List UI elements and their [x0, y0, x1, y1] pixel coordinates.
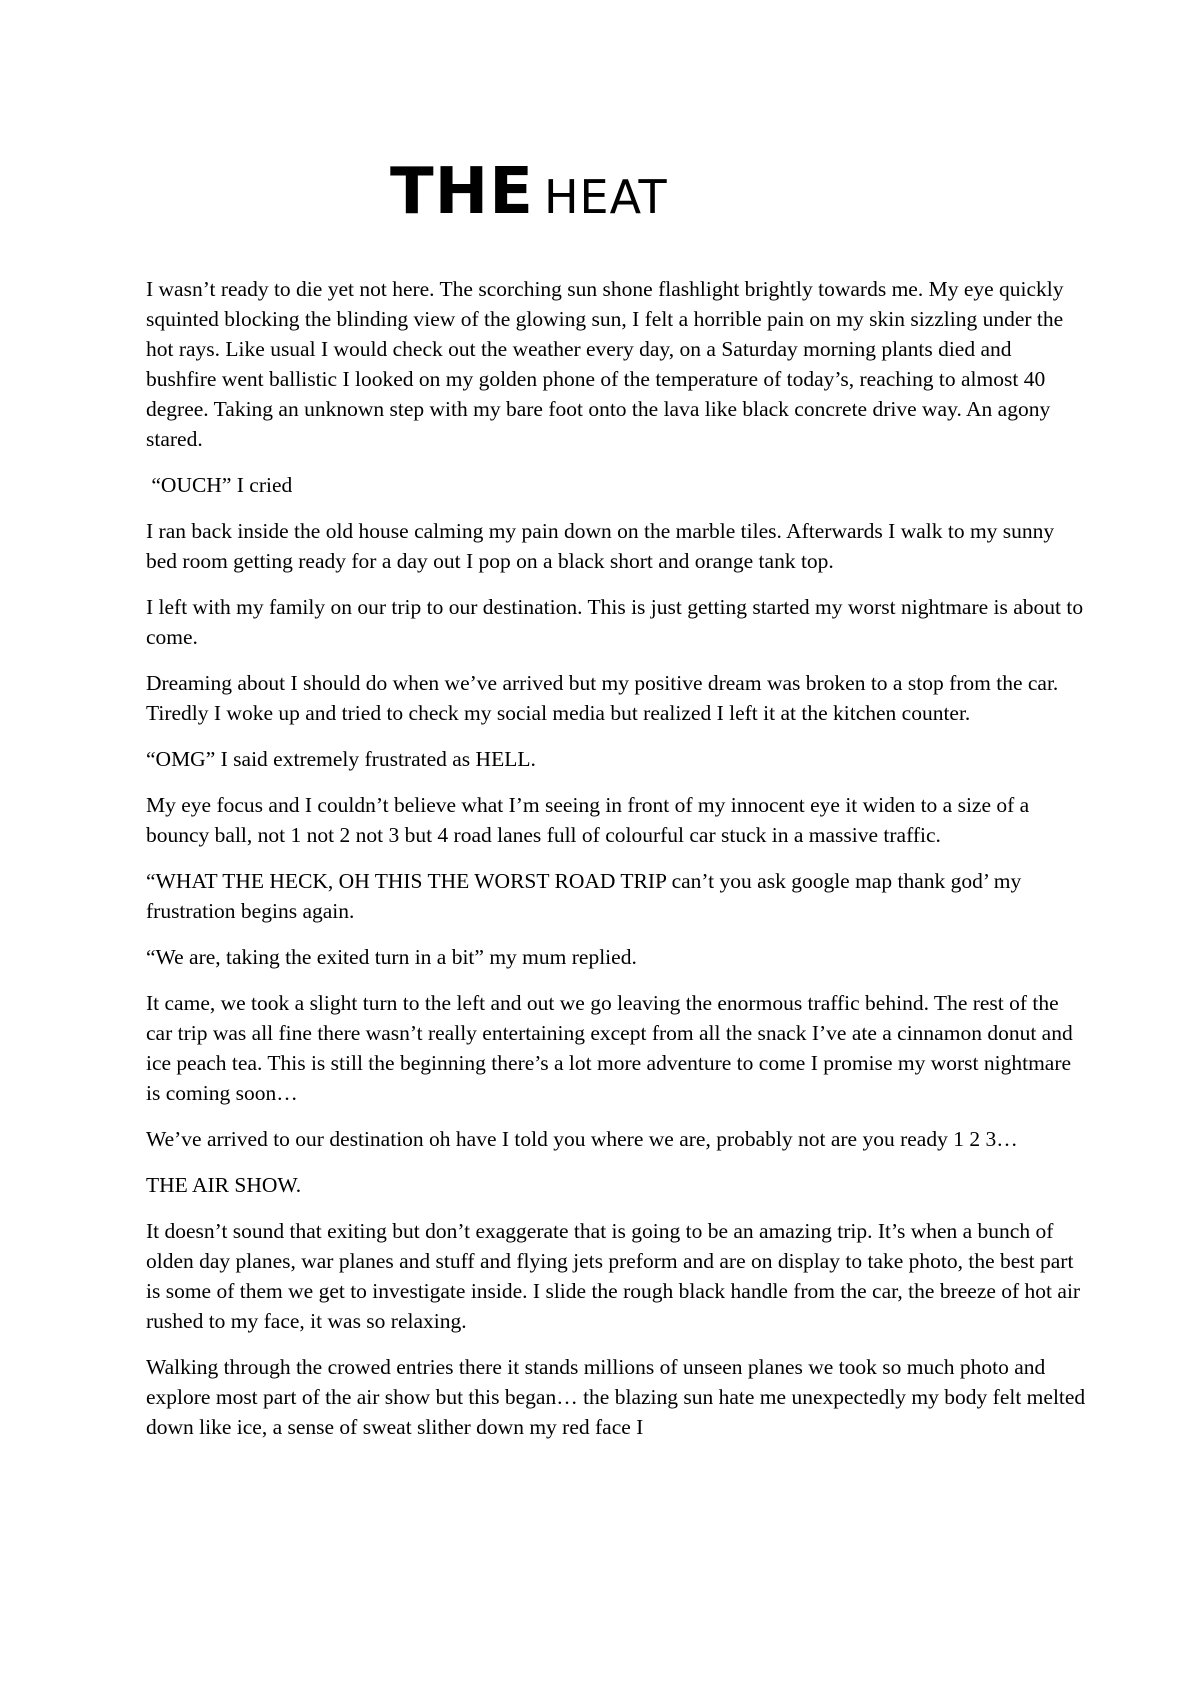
story-body	[146, 274, 1086, 1458]
paragraph: THE AIR SHOW.	[146, 1173, 302, 1197]
title-light-word: HEAT	[543, 170, 668, 224]
paragraph: I left with my family on our trip to our destination. This is just getting started my worst nightmare is about to come.	[146, 595, 1084, 649]
paragraph: It doesn’t sound that exiting but don’t exaggerate that is going to be an amazing trip. It’s when a bunch of olden day planes, war planes and stuff and flying jets preform and are on display to take photo, the best part is some of them we get to investigate inside. I slide the rough black handle from the car, the breeze of hot air rushed to my face, it was so relaxing.	[146, 1219, 1081, 1333]
paragraph: “OUCH” I cried	[146, 473, 293, 497]
paragraph: We’ve arrived to our destination oh have I told you where we are, probably not are you ready 1 2 3…	[146, 1127, 1018, 1151]
paragraph: My eye focus and I couldn’t believe what I’m seeing in front of my innocent eye it widen to a size of a bouncy ball, not 1 not 2 not 3 but 4 road lanes full of colourful car stuck in a massive traffic.	[146, 793, 1030, 847]
paragraph: “OMG” I said extremely frustrated as HELL.	[146, 747, 536, 771]
paragraph: I wasn’t ready to die yet not here. The scorching sun shone flashlight brightly towards me. My eye quickly squinted blocking the blinding view of the glowing sun, I felt a horrible pain on my skin sizzling under the hot rays. Like usual I would check out the weather every day, on a Saturday morning plants died and bushfire went ballistic I looked on my golden phone of the temperature of today’s, reaching to almost 40 degree. Taking an unknown step with my bare foot onto the lava like black concrete drive way. An agony stared.	[146, 277, 1064, 451]
paragraph: “WHAT THE HECK, OH THIS THE WORST ROAD TRIP can’t you ask google map thank god’ my frustration begins again.	[146, 869, 1022, 923]
paragraph: Walking through the crowed entries there it stands millions of unseen planes we took so much photo and explore most part of the air show but this began… the blazing sun hate me unexpectedly my body felt melted down like ice, a sense of sweat slither down my red face I	[146, 1355, 1086, 1439]
paragraph: I ran back inside the old house calming my pain down on the marble tiles. Afterwards I walk to my sunny bed room getting ready for a day out I pop on a black short and orange tank top.	[146, 519, 1055, 573]
page-title	[390, 155, 668, 229]
paragraph: Dreaming about I should do when we’ve arrived but my positive dream was broken to a stop from the car. Tiredly I woke up and tried to check my social media but realized I left it at the kitchen counter.	[146, 671, 1059, 725]
paragraph: It came, we took a slight turn to the left and out we go leaving the enormous traffic behind. The rest of the car trip was all fine there wasn’t really entertaining except from all the snack I’ve ate a cinnamon donut and ice peach tea. This is still the beginning there’s a lot more adventure to come I promise my worst nightmare is coming soon…	[146, 991, 1073, 1105]
paragraph: “We are, taking the exited turn in a bit” my mum replied.	[146, 945, 637, 969]
title-bold-word: THE	[390, 155, 534, 229]
